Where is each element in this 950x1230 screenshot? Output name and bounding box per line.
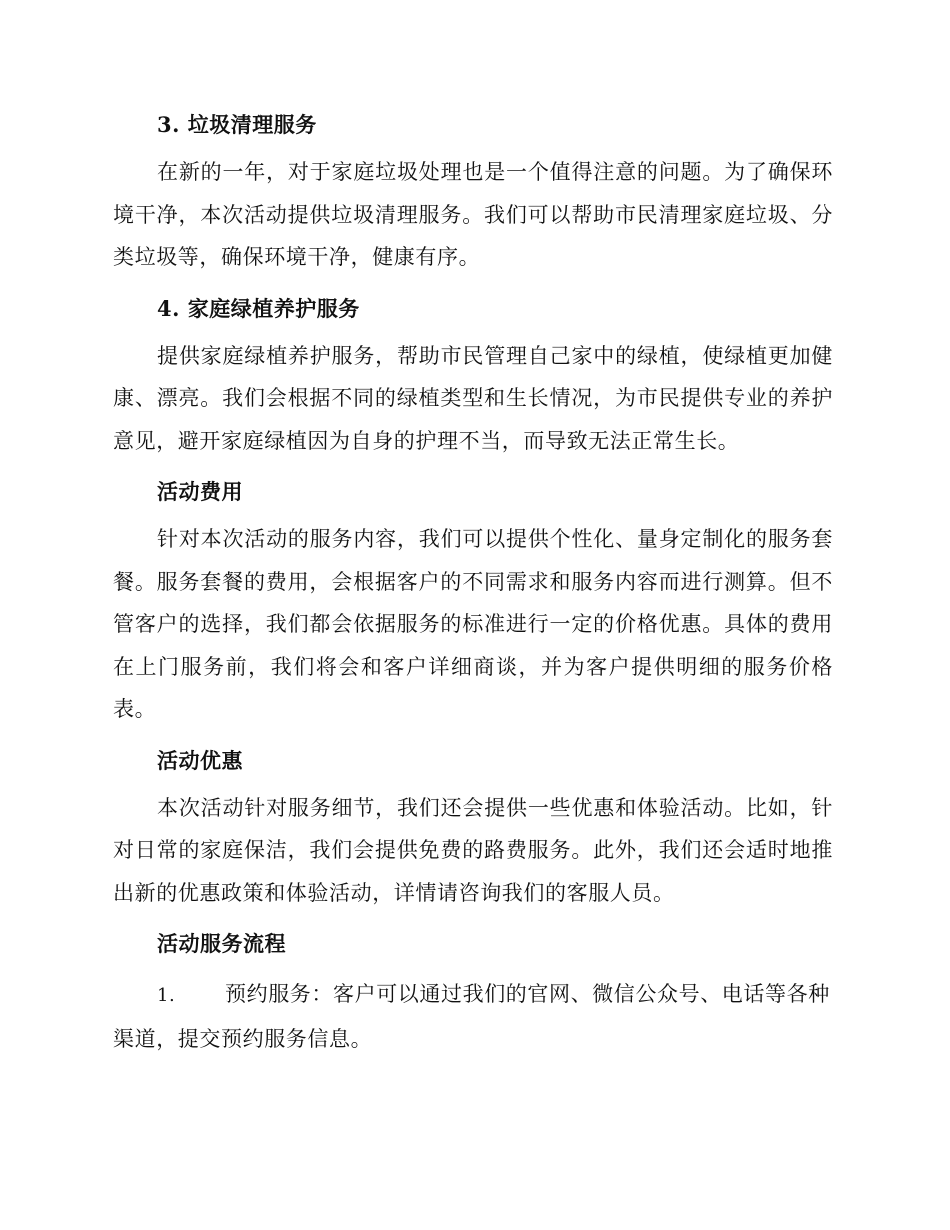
section-heading-garbage-cleaning: 3. 垃圾清理服务 <box>157 112 317 137</box>
process-list-text: 预约服务：客户可以通过我们的官网、微信公众号、电话等各种渠道，提交预约服务信息。 <box>113 982 830 1051</box>
section-paragraph-activity-discounts: 本次活动针对服务细节，我们还会提供一些优惠和体验活动。比如，针对日常的家庭保洁，我们会提供免费的路费服务。此外，我们还会适时地推出新的优惠政策和体验活动，详情请咨询我们的客服人员。 <box>113 795 833 905</box>
section-paragraph-activity-fees: 针对本次活动的服务内容，我们可以提供个性化、量身定制化的服务套餐。服务套餐的费用，会根据客户的不同需求和服务内容而进行测算。但不管客户的选择，我们都会依据服务的标准进行一定的价格优惠。具体的费用在上门服务前，我们将会和客户详细商谈，并为客户提供明细的服务价格表。 <box>113 527 833 721</box>
section-heading-activity-fees: 活动费用 <box>157 479 243 504</box>
section-heading-service-process: 活动服务流程 <box>157 931 286 956</box>
section-heading-plant-care: 4. 家庭绿植养护服务 <box>157 295 360 321</box>
section-paragraph-garbage-cleaning: 在新的一年，对于家庭垃圾处理也是一个值得注意的问题。为了确保环境干净，本次活动提供垃圾清理服务。我们可以帮助市民清理家庭垃圾、分类垃圾等，确保环境干净，健康有序。 <box>113 160 833 269</box>
process-list-item <box>113 973 833 1060</box>
section-heading-activity-discounts: 活动优惠 <box>157 747 243 773</box>
process-list-number: 1. <box>157 985 176 1006</box>
document-page <box>113 106 833 1060</box>
section-paragraph-plant-care: 提供家庭绿植养护服务，帮助市民管理自己家中的绿植，使绿植更加健康、漂亮。我们会根据不同的绿植类型和生长情况，为市民提供专业的养护意见，避开家庭绿植因为自身的护理不当，而导致无法正常生长。 <box>113 343 833 453</box>
